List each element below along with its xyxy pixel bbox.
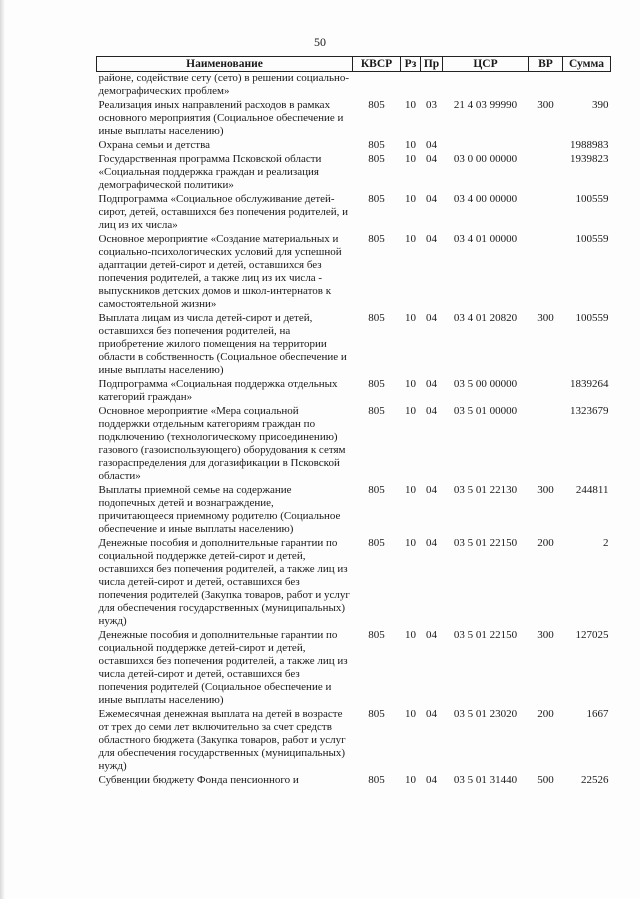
cell-kvsr (353, 72, 401, 99)
cell-name: Государственная программа Псковской области «Социальная поддержка граждан и реализация демографической политики» (98, 153, 322, 191)
cell-pr: 04 (426, 139, 437, 151)
table-row (97, 404, 611, 483)
cell-vr (529, 72, 563, 99)
cell-kvsr: 805 (368, 153, 385, 165)
cell-kvsr: 805 (368, 484, 385, 496)
cell-csr: 03 4 01 20820 (453, 312, 518, 324)
cell-kvsr: 805 (368, 193, 385, 205)
cell-name: Ежемесячная денежная выплата на детей в возрасте от трех до семи лет включительно за счет средств областного бюджета (Закупка товаров, работ и услуг для обеспечения государственных (муниципальных) нужд) (98, 708, 346, 772)
cell-csr: 03 5 01 23020 (453, 708, 518, 720)
header-csr: ЦСР (443, 57, 529, 72)
cell-vr: 500 (537, 774, 554, 786)
cell-name: районе, содействие сету (сето) в решении социально-демографических проблем» (98, 72, 350, 97)
cell-vr (529, 232, 563, 311)
cell-sum: 390 (592, 99, 609, 111)
cell-name: Основное мероприятие «Мера социальной поддержки отдельным категориям граждан по подключению (технологическому присоединению) газового (газоиспользующего) оборудования к сетям газораспределения для догазификации в Псковской области» (98, 405, 346, 482)
table-header-row (97, 57, 611, 72)
table-row (97, 152, 611, 192)
cell-pr: 04 (426, 629, 437, 641)
cell-name: Основное мероприятие «Создание материальных и социально-психологических условий для успешной адаптации детей-сирот и детей, оставшихся без попечения родителей, а также лиц из их числа - выпускников детских домов и школ-интернатов к самостоятельной жизни» (98, 233, 342, 310)
cell-name: Выплата лицам из числа детей-сирот и детей, оставшихся без попечения родителей, на приобретение жилого помещения на территории области в собственность (Социальное обеспечение и иные выплаты населению) (98, 312, 347, 376)
cell-csr: 03 5 01 22130 (453, 484, 518, 496)
cell-sum: 1839264 (570, 378, 609, 390)
cell-csr: 03 5 01 00000 (453, 405, 518, 417)
cell-kvsr: 805 (368, 312, 385, 324)
cell-sum: 1939823 (570, 153, 609, 165)
cell-rz: 10 (405, 537, 416, 549)
cell-sum: 1988983 (570, 139, 609, 151)
cell-sum: 244811 (575, 484, 609, 496)
cell-pr: 04 (426, 774, 437, 786)
table-row (97, 773, 611, 787)
cell-kvsr: 805 (368, 378, 385, 390)
table-row (97, 311, 611, 377)
cell-sum: 1323679 (570, 405, 609, 417)
cell-pr: 04 (426, 153, 437, 165)
cell-name: Выплаты приемной семье на содержание подопечных детей и вознаграждение, причитающееся приемному родителю (Социальное обеспечение и иные выплаты населению) (98, 484, 341, 535)
cell-rz: 10 (405, 708, 416, 720)
table-row (97, 628, 611, 707)
cell-vr (529, 152, 563, 192)
cell-csr (443, 138, 529, 152)
table-row (97, 232, 611, 311)
cell-vr: 300 (537, 629, 554, 641)
header-pr: Пр (421, 57, 443, 72)
cell-sum: 22526 (581, 774, 609, 786)
cell-rz: 10 (405, 774, 416, 786)
cell-pr: 04 (426, 708, 437, 720)
header-vr: ВР (529, 57, 563, 72)
header-name: Наименование (97, 57, 353, 72)
budget-table (96, 56, 611, 787)
cell-sum: 2 (603, 537, 609, 549)
cell-rz: 10 (405, 139, 416, 151)
cell-kvsr: 805 (368, 708, 385, 720)
cell-csr (443, 72, 529, 99)
cell-name: Денежные пособия и дополнительные гарантии по социальной поддержке детей-сирот и детей, оставшихся без попечения родителей, а также лиц из числа детей-сирот и детей, оставшихся без попечения родителей (Закупка товаров, работ и услуг для обеспечения государственных (муниципальных) нужд) (98, 537, 350, 627)
header-sum: Сумма (563, 57, 611, 72)
cell-sum: 1667 (586, 708, 609, 720)
cell-rz: 10 (405, 193, 416, 205)
cell-name: Подпрограмма «Социальное обслуживание детей-сирот, детей, оставшихся без попечения родителей, и лиц из их числа» (98, 193, 349, 231)
cell-csr: 03 4 00 00000 (453, 193, 518, 205)
cell-sum: 127025 (575, 629, 609, 641)
cell-csr: 03 5 01 22150 (453, 537, 518, 549)
cell-kvsr: 805 (368, 405, 385, 417)
cell-vr: 300 (537, 312, 554, 324)
cell-vr (529, 192, 563, 232)
cell-csr: 21 4 03 99990 (453, 99, 518, 111)
cell-kvsr: 805 (368, 629, 385, 641)
cell-pr: 04 (426, 537, 437, 549)
cell-csr: 03 0 00 00000 (453, 153, 518, 165)
cell-sum: 100559 (575, 233, 609, 245)
cell-sum: 100559 (575, 312, 609, 324)
cell-rz: 10 (405, 312, 416, 324)
cell-rz: 10 (405, 233, 416, 245)
cell-vr: 300 (537, 484, 554, 496)
cell-rz: 10 (405, 484, 416, 496)
table-row (97, 98, 611, 138)
cell-csr: 03 5 00 00000 (453, 378, 518, 390)
cell-sum: 100559 (575, 193, 609, 205)
header-kvsr: КВСР (353, 57, 401, 72)
cell-pr: 04 (426, 405, 437, 417)
cell-sum (563, 72, 611, 99)
cell-vr: 200 (537, 537, 554, 549)
cell-kvsr: 805 (368, 233, 385, 245)
header-rz: Рз (401, 57, 421, 72)
cell-vr: 300 (537, 99, 554, 111)
page-number: 50 (314, 35, 326, 49)
cell-vr (529, 138, 563, 152)
cell-vr (529, 404, 563, 483)
cell-csr: 03 4 01 00000 (453, 233, 518, 245)
cell-pr: 04 (426, 312, 437, 324)
cell-name: Подпрограмма «Социальная поддержка отдельных категорий граждан» (98, 378, 338, 403)
cell-name: Охрана семьи и детства (98, 139, 211, 151)
cell-csr: 03 5 01 22150 (453, 629, 518, 641)
cell-rz: 10 (405, 99, 416, 111)
scan-edge (0, 0, 5, 899)
cell-kvsr: 805 (368, 537, 385, 549)
cell-pr: 04 (426, 484, 437, 496)
cell-rz: 10 (405, 153, 416, 165)
cell-rz: 10 (405, 629, 416, 641)
table-row (97, 377, 611, 404)
cell-pr: 04 (426, 233, 437, 245)
table-row (97, 536, 611, 628)
cell-kvsr: 805 (368, 99, 385, 111)
cell-name: Денежные пособия и дополнительные гарантии по социальной поддержке детей-сирот и детей, оставшихся без попечения родителей, а также лиц из числа детей-сирот и детей, оставшихся без попечения родителей (Социальное обеспечение и иные выплаты населению) (98, 629, 348, 706)
table-row (97, 707, 611, 773)
cell-vr (529, 377, 563, 404)
cell-rz: 10 (405, 378, 416, 390)
cell-kvsr: 805 (368, 139, 385, 151)
cell-kvsr: 805 (368, 774, 385, 786)
cell-name: Реализация иных направлений расходов в рамках основного мероприятия (Социальное обеспечение и иные выплаты населению) (98, 99, 344, 137)
table-row (97, 192, 611, 232)
cell-pr: 03 (426, 99, 437, 111)
table-row (97, 72, 611, 99)
cell-pr (421, 72, 443, 99)
cell-vr: 200 (537, 708, 554, 720)
table-row (97, 138, 611, 152)
cell-rz: 10 (405, 405, 416, 417)
cell-pr: 04 (426, 378, 437, 390)
cell-name: Субвенции бюджету Фонда пенсионного и (98, 774, 299, 786)
table-row (97, 483, 611, 536)
cell-rz (401, 72, 421, 99)
cell-csr: 03 5 01 31440 (453, 774, 518, 786)
cell-pr: 04 (426, 193, 437, 205)
